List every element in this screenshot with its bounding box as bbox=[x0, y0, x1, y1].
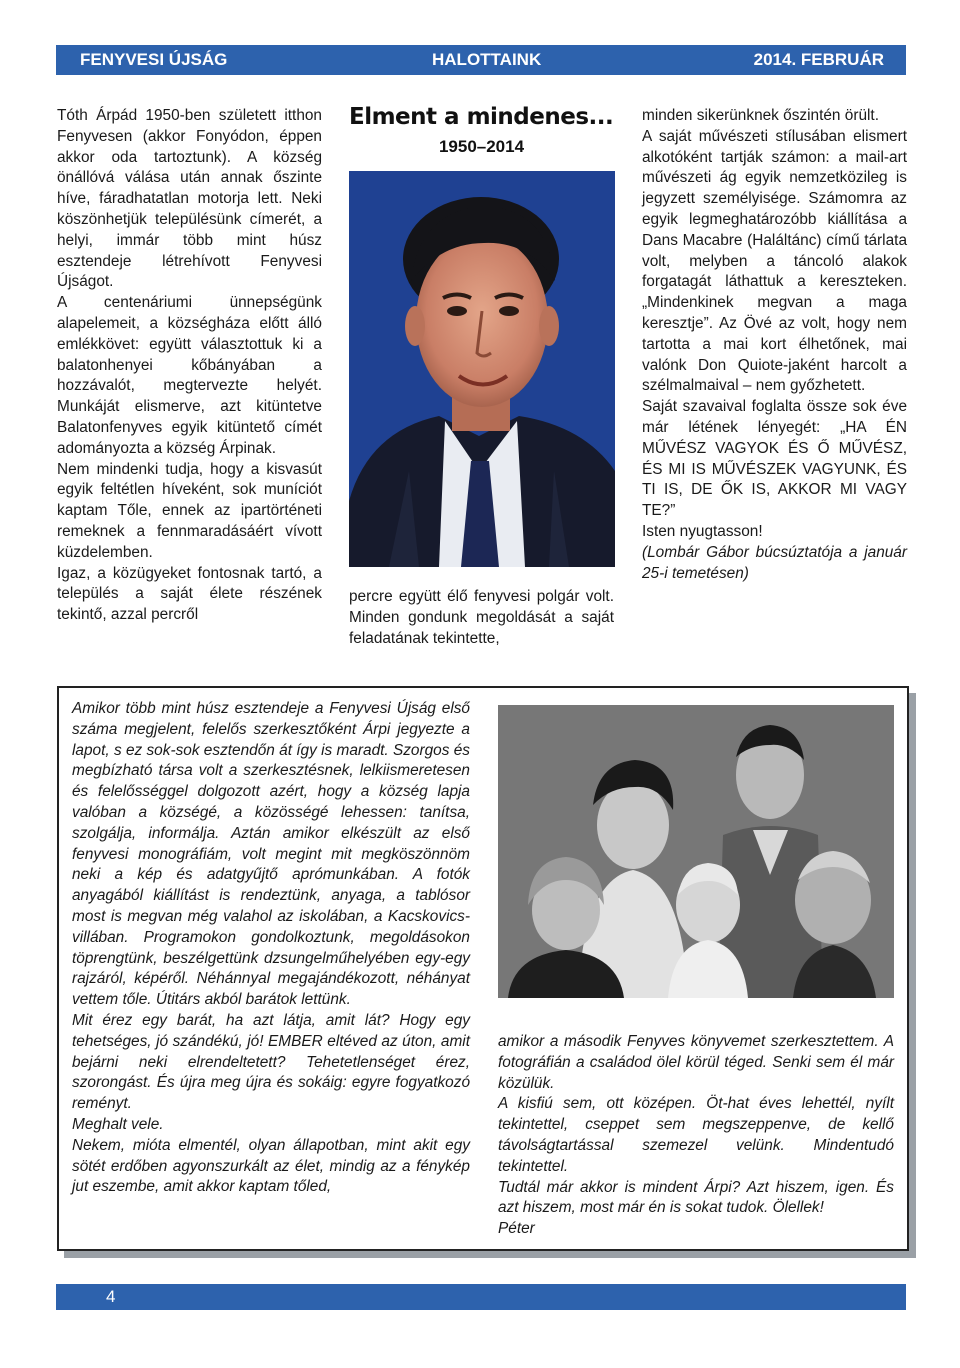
tribute-column-right bbox=[498, 1032, 894, 1240]
article-column-2 bbox=[349, 587, 614, 649]
article-column-3 bbox=[642, 106, 907, 584]
paragraph: A kisfiú sem, ott középen. Öt-hat éves lehettél, nyílt tekintettel, cseppet sem megszeppenve, de kellő távolságtartással szemezel velünk. Mindentudó tekintettel. bbox=[498, 1095, 894, 1175]
paragraph: Isten nyugtasson! bbox=[642, 522, 763, 540]
portrait-photo bbox=[349, 171, 615, 567]
tribute-column-left bbox=[72, 699, 470, 1198]
paragraph: Meghalt vele. bbox=[72, 1115, 164, 1133]
paragraph: Nekem, mióta elmentél, olyan állapotban, mint akit egy sötét erdőben agyonszurkált az élet, mindig az a fénykép jut eszembe, amit akkor kaptam tőled, bbox=[72, 1136, 470, 1196]
paragraph: A centenáriumi ünnepségünk alapelemeit, a községháza előtt álló emlékkövet: együtt választottuk ki a balatonhenyei kőbányában a hozzávalót, megtervezte helyét. Munkáját elismerve, azt kitüntetve Balatonfenyves egyik kitüntető címét adományozta a község Árpinak. bbox=[57, 294, 322, 457]
header-section: HALOTTAINK bbox=[432, 50, 542, 69]
page-number: 4 bbox=[106, 1287, 116, 1306]
page-footer bbox=[56, 1284, 906, 1310]
header-publication: FENYVESI ÚJSÁG bbox=[80, 50, 228, 69]
paragraph: Igaz, a közügyeket fontosnak tartó, a település a saját élete részének tekintő, azzal percről bbox=[57, 564, 322, 624]
article-title: Elment a mindenes... bbox=[349, 104, 614, 130]
paragraph: amikor a második Fenyves könyvemet szerkesztettem. A fotográfián a családod ölel körül téged. Senki sem él már közülük. bbox=[498, 1033, 894, 1092]
paragraph: minden sikerünknek őszintén örült. bbox=[642, 107, 879, 124]
tribute-box bbox=[57, 686, 909, 1251]
paragraph: Tudtál már akkor is mindent Árpi? Azt hiszem, igen. És azt hiszem, most már én is sokat tudok. Ölellek! bbox=[498, 1178, 894, 1217]
page-header bbox=[56, 45, 906, 75]
article-dates: 1950–2014 bbox=[438, 137, 525, 156]
author-signature: Péter bbox=[498, 1220, 535, 1238]
paragraph: Tóth Árpád 1950-ben született itthon Fenyvesen (akkor Fonyódon, éppen akkor oda tartoztunk). A község önállóvá válása után annak őszinte híve, fáradhatatlan motorja lett. Neki köszönhetjük településünk címerét, a helyi, immár több mint húsz esztendeje létrehívott Fenyvesi Újságot. bbox=[57, 107, 322, 291]
paragraph: Saját szavaival foglalta össze sok éve már létének lényegét: „HA ÉN MŰVÉSZ VAGYOK ÉS Ő MŰVÉSZ, ÉS MI IS MŰVÉSZEK VAGYUNK, ÉS TI IS, DE ŐK IS, AKKOR MI VAGY TE?” bbox=[642, 398, 907, 520]
paragraph: Nem mindenki tudja, hogy a kisvasút egyik feltétlen híveként, sok muníciót kaptam Tőle, ennek az ipartörténeti remeknek a fennmaradásáért vívott küzdelemben. bbox=[57, 460, 322, 561]
signature-note: (Lombár Gábor búcsúztatója a január 25-i temetésen) bbox=[642, 543, 907, 582]
paragraph: percre együtt élő fenyvesi polgár volt. Minden gondunk megoldását a saját feladatának tekintette, bbox=[349, 588, 614, 647]
paragraph: Mit érez egy barát, ha azt látja, amit lát? Hogy egy tehetséges, jó szándékú, jó! EMBER eltéved az úton, amit bejárni neki elrendeltetett? Tehetetlenséget érez, szorongást. És újra meg újra és sokáig: egyre fogyatkozó reményt. bbox=[72, 1011, 470, 1113]
article-column-1 bbox=[57, 106, 322, 626]
header-date: 2014. FEBRUÁR bbox=[753, 50, 884, 69]
paragraph: A saját művészeti stílusában elismert alkotóként tartják számon: a mail-art művészeti ág egyik nemzetközileg is jegyzett személyisége. Számomra az egyik legmeghatározóbb kiállítása a Dans Macabre (Haláltánc) című tárlata volt, melyben a táncoló alakok forgatagát láthattuk a kereszteken. „Mindenkinek megvan a maga keresztje”. Az Övé az volt, hogy nem tartotta a mai kort élhetőnek, mai valónk Don Quiote-jaként harcolt a szélmalmaival – nem győzhetett. bbox=[642, 127, 907, 395]
family-photo bbox=[498, 705, 894, 998]
paragraph: Amikor több mint húsz esztendeje a Fenyvesi Újság első száma megjelent, felelős szerkesztőként Árpi jegyezte a lapot, s ez sok-sok esztendőn át így is maradt. Szorgos és megbízható társa volt a szerkesztésnek, lelkiismeretesen és felelősséggel dolgozott azért, hogy a község lapja valóban a községé, a közösségé lehessen: tanítsa, szolgálja, informálja. Aztán amikor elkészült az első fenyvesi monográfiám, volt megint mit megköszönnöm neki a kép és adatgyűjtő aprómunkában. A fotók anyagából kiállítást is rendeztünk, anyaga, a tablósor most is megvan még valahol az iskolában, a Kacskovics-villában. Programokon gondolkoztunk, megoldásokon töprengtünk, beszélgettünk dzsungelműhelyében egy-egy rajzáról, képéről. Néhánnyal megajándékozott, néhányat vettem tőle. Útitárs akból barátok lettünk. bbox=[72, 700, 470, 1009]
